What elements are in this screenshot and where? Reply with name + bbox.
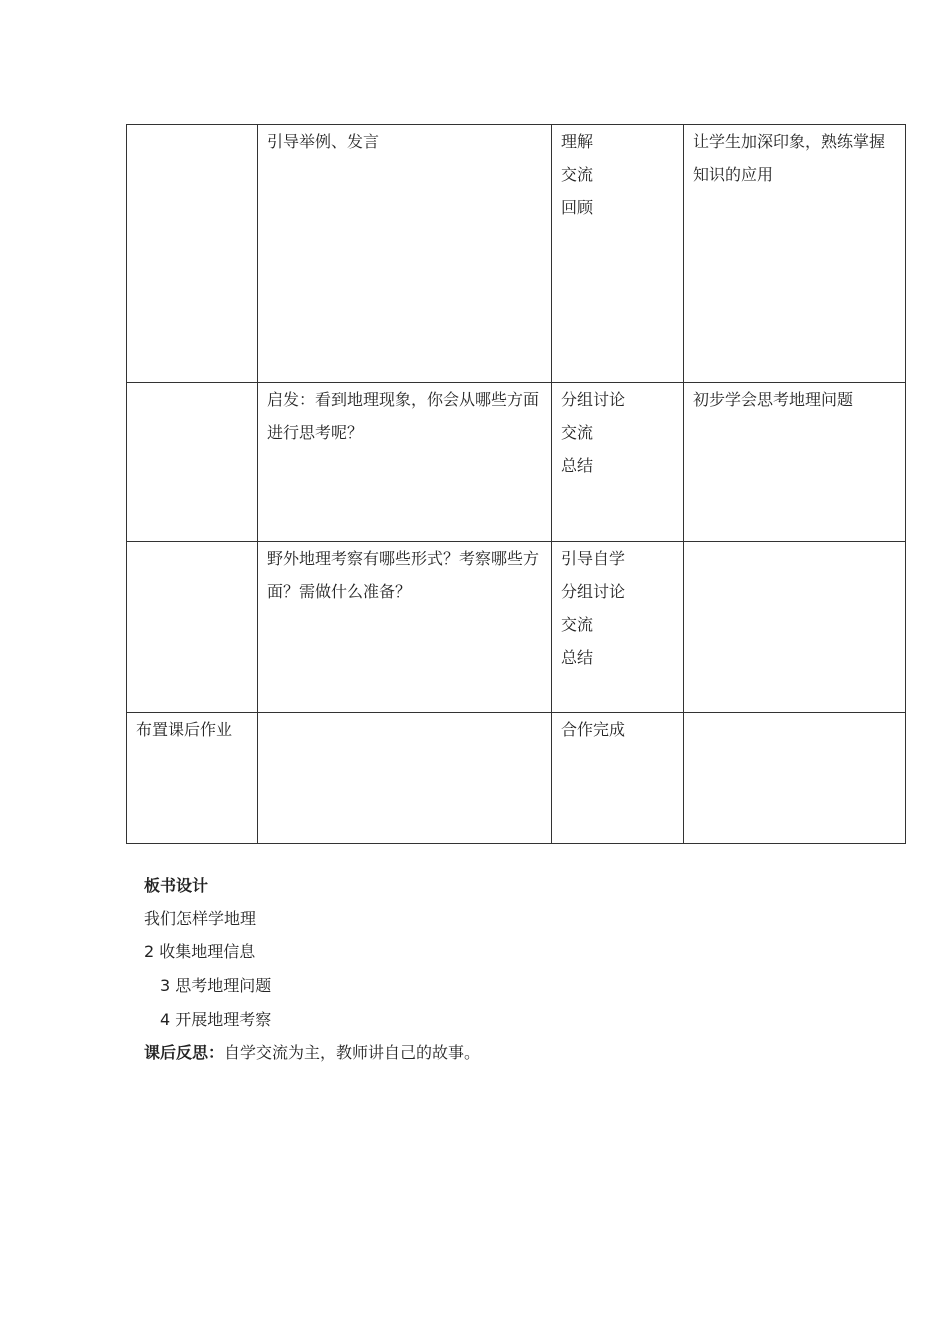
blackboard-line: 2 收集地理信息 [144, 942, 256, 961]
student-activity-item: 交流 [561, 165, 594, 184]
design-intent-text: 让学生加深印象，熟练掌握知识的应用 [693, 132, 886, 184]
student-activity-item: 合作完成 [561, 720, 626, 739]
student-activity-item: 分组讨论 [561, 390, 626, 409]
reflection-paragraph [144, 1043, 480, 1063]
blackboard-heading: 板书设计 [144, 876, 209, 895]
teacher-activity-text: 启发：看到地理现象，你会从哪些方面进行思考呢？ [267, 390, 540, 442]
blackboard-line: 我们怎样学地理 [144, 909, 257, 928]
student-activity-item: 回顾 [561, 198, 594, 217]
table-cell [684, 383, 906, 542]
blackboard-line: 3 思考地理问题 [160, 976, 272, 995]
student-activity-item: 理解 [561, 132, 594, 151]
teacher-activity-text: 引导举例、发言 [267, 132, 380, 151]
student-activity-item: 引导自学 [561, 549, 626, 568]
blackboard-line: 4 开展地理考察 [160, 1010, 272, 1029]
table-cell [258, 713, 552, 844]
table-cell [684, 542, 906, 713]
table-cell [258, 542, 552, 713]
student-activity-item: 分组讨论 [561, 582, 626, 601]
reflection-label: 课后反思： [144, 1043, 225, 1062]
table-row [127, 125, 906, 383]
reflection-text: 自学交流为主，教师讲自己的故事。 [224, 1043, 481, 1062]
table-cell [127, 125, 258, 383]
student-activity-item: 总结 [561, 648, 594, 667]
design-intent-text: 初步学会思考地理问题 [693, 390, 854, 409]
table-row [127, 542, 906, 713]
table-cell [552, 542, 684, 713]
table-cell [258, 383, 552, 542]
table-cell [127, 383, 258, 542]
table-cell [258, 125, 552, 383]
table-row [127, 713, 906, 844]
table-cell [127, 542, 258, 713]
table-row [127, 383, 906, 542]
lesson-plan-table [126, 124, 906, 844]
student-activity-item: 总结 [561, 456, 594, 475]
teacher-activity-text: 野外地理考察有哪些形式？考察哪些方面？需做什么准备？ [267, 549, 540, 601]
table-cell [684, 713, 906, 844]
table-cell [127, 713, 258, 844]
table-cell [684, 125, 906, 383]
table-cell [552, 125, 684, 383]
table-cell [552, 383, 684, 542]
table-cell [552, 713, 684, 844]
stage-label: 布置课后作业 [136, 720, 233, 739]
student-activity-item: 交流 [561, 423, 594, 442]
student-activity-item: 交流 [561, 615, 594, 634]
